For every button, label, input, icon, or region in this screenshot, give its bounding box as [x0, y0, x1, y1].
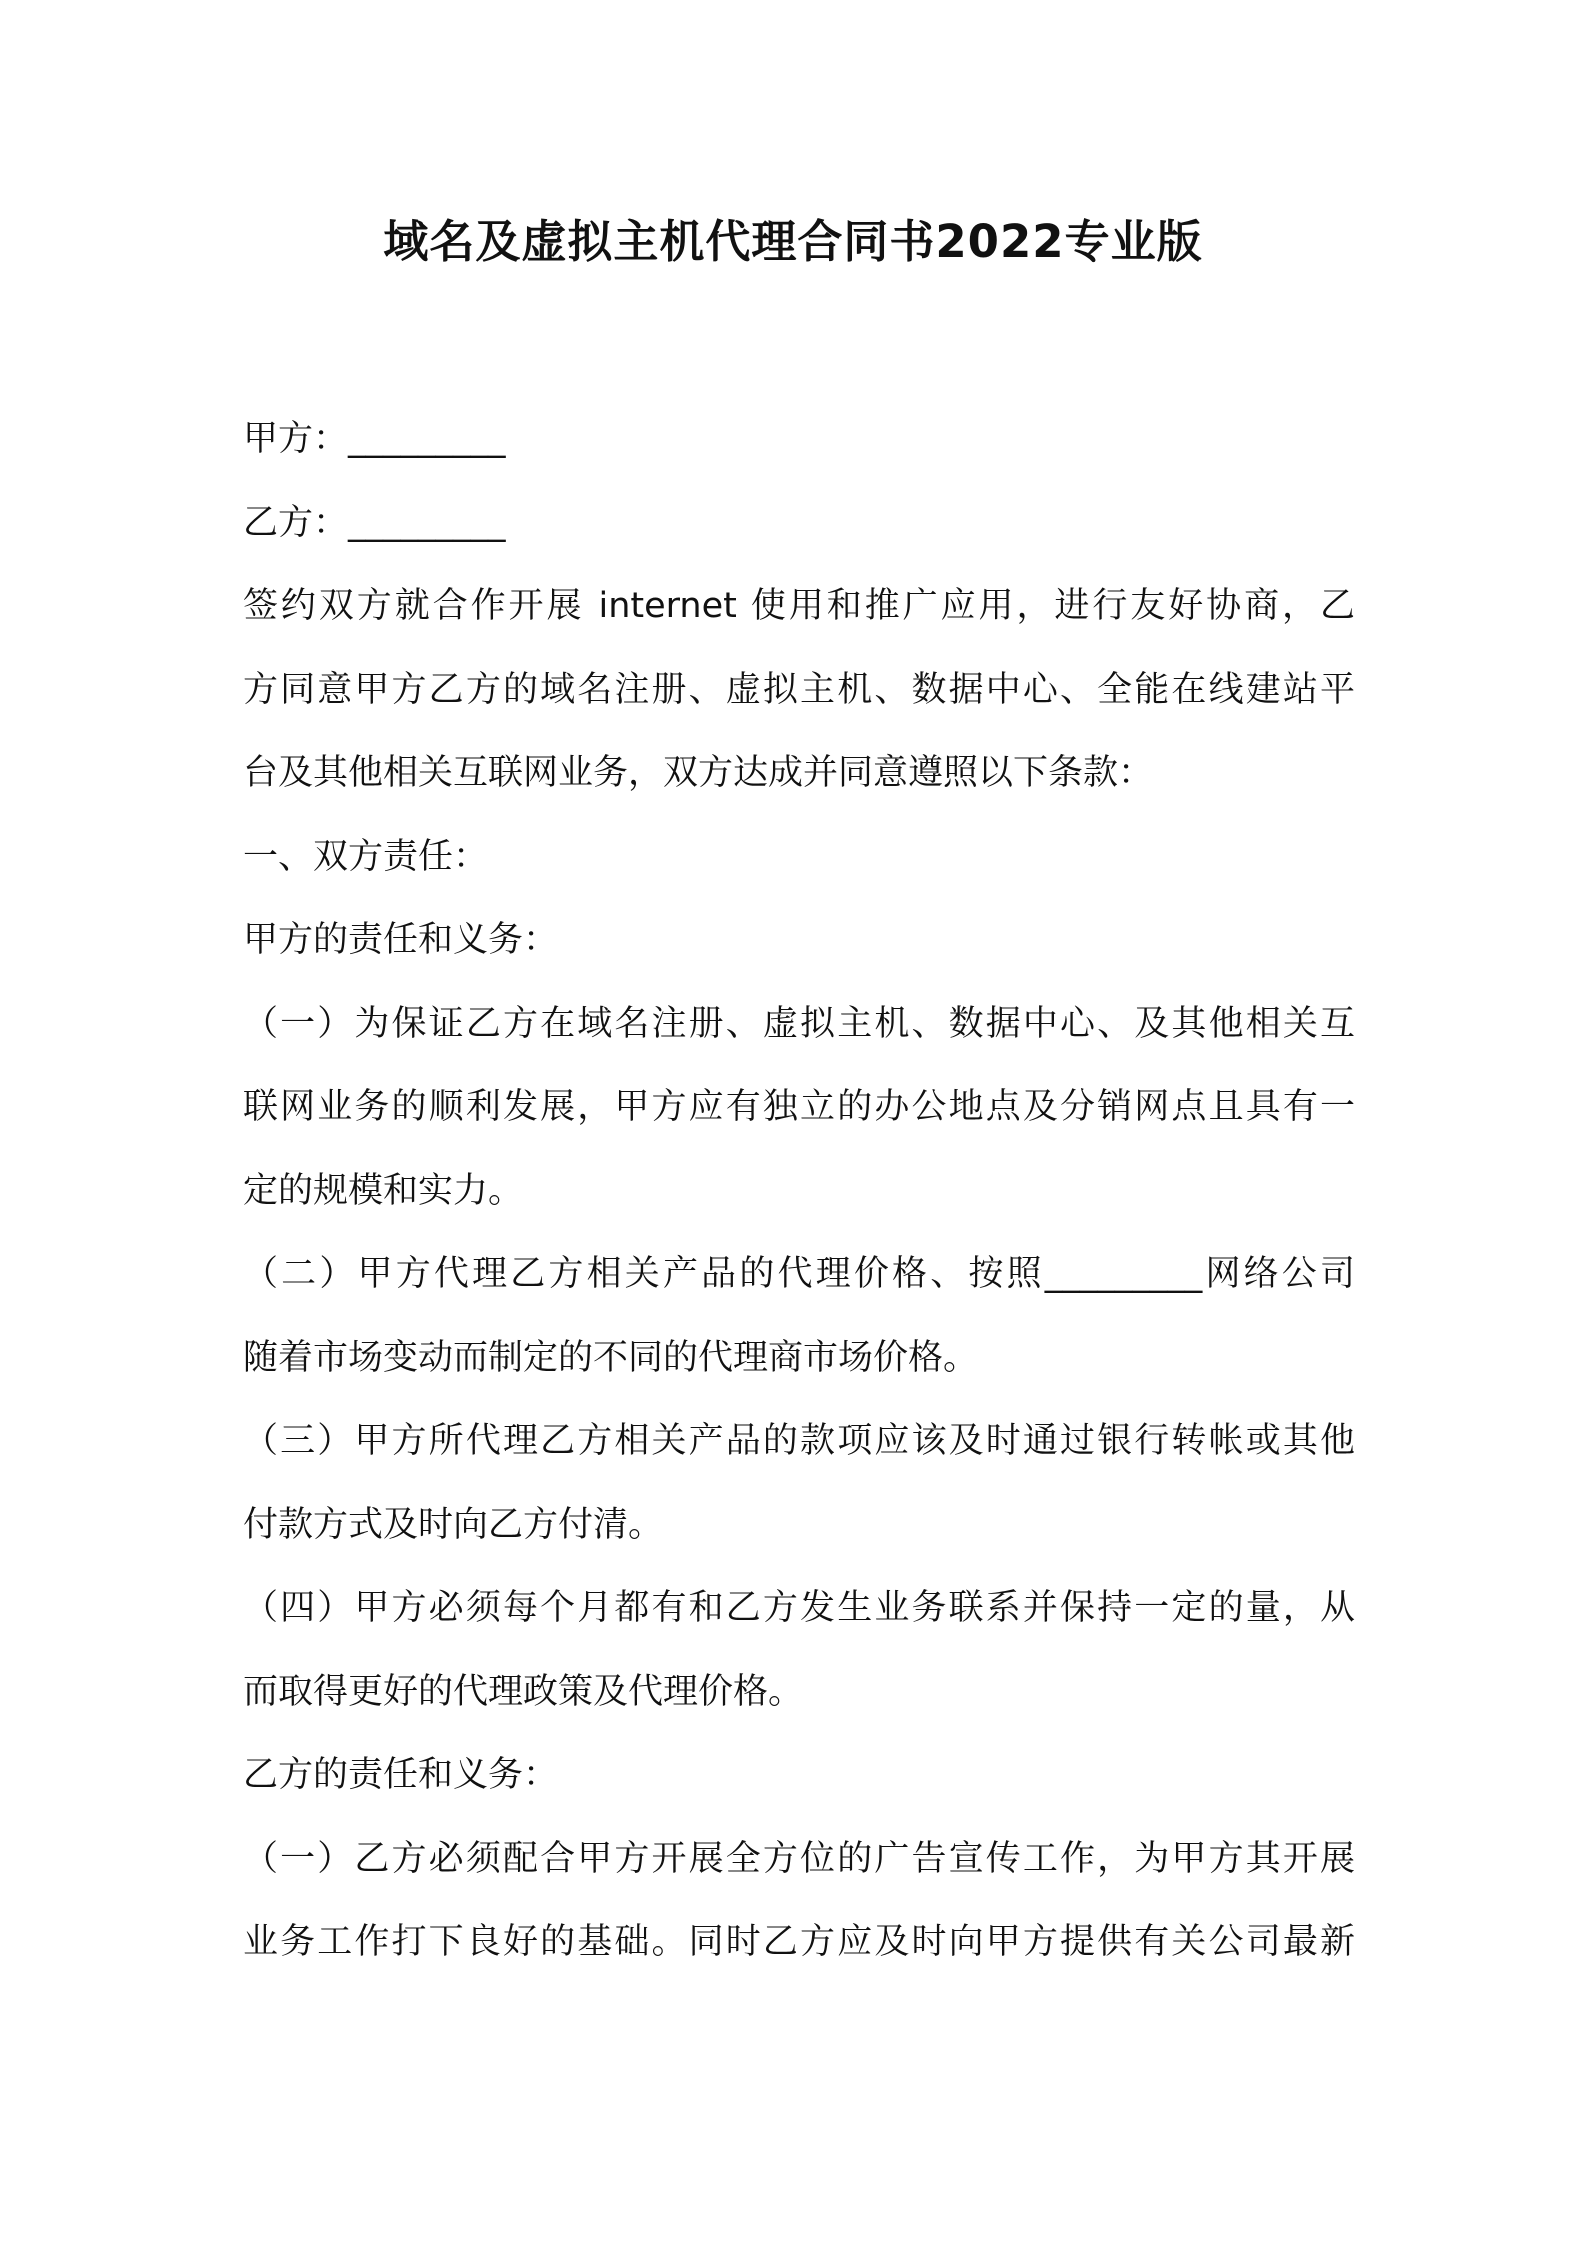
- clause-line: （二）甲方代理乙方相关产品的代理价格、按照_________网络公司: [243, 1254, 1355, 1294]
- subsection-heading: 甲方的责任和义务：: [243, 920, 559, 960]
- clause-line: 付款方式及时向乙方付清。: [243, 1504, 664, 1545]
- clause-line: （一）乙方必须配合甲方开展全方位的广告宣传工作，为甲方其开展: [243, 1838, 1355, 1879]
- clause-line: 定的规模和实力。: [243, 1170, 524, 1211]
- document-body: [243, 398, 1355, 1985]
- clause-line: 随着市场变动而制定的不同的代理商市场价格。: [243, 1337, 979, 1378]
- clause-line: （三）甲方所代理乙方相关产品的款项应该及时通过银行转帐或其他: [243, 1421, 1355, 1461]
- section-heading: 一、双方责任：: [243, 836, 489, 877]
- clause-line: 业务工作打下良好的基础。同时乙方应及时向甲方提供有关公司最新: [243, 1922, 1355, 1962]
- clause-line: 而取得更好的代理政策及代理价格。: [243, 1671, 804, 1712]
- party-a-line: 甲方：_________: [243, 419, 506, 459]
- clause-line: （四）甲方必须每个月都有和乙方发生业务联系并保持一定的量，从: [243, 1588, 1355, 1628]
- subsection-heading: 乙方的责任和义务：: [243, 1755, 559, 1795]
- clause-line: （一）为保证乙方在域名注册、虚拟主机、数据中心、及其他相关互: [243, 1003, 1355, 1044]
- document-title: 域名及虚拟主机代理合同书2022专业版: [383, 215, 1203, 268]
- clause-line: 联网业务的顺利发展，甲方应有独立的办公地点及分销网点且具有一: [243, 1087, 1355, 1127]
- paragraph-line: 方同意甲方乙方的域名注册、虚拟主机、数据中心、全能在线建站平: [243, 669, 1355, 710]
- paragraph-line: 签约双方就合作开展 internet 使用和推广应用，进行友好协商，乙: [243, 586, 1355, 626]
- paragraph-line: 台及其他相关互联网业务，双方达成并同意遵照以下条款：: [243, 753, 1154, 793]
- party-b-line: 乙方：_________: [243, 502, 506, 543]
